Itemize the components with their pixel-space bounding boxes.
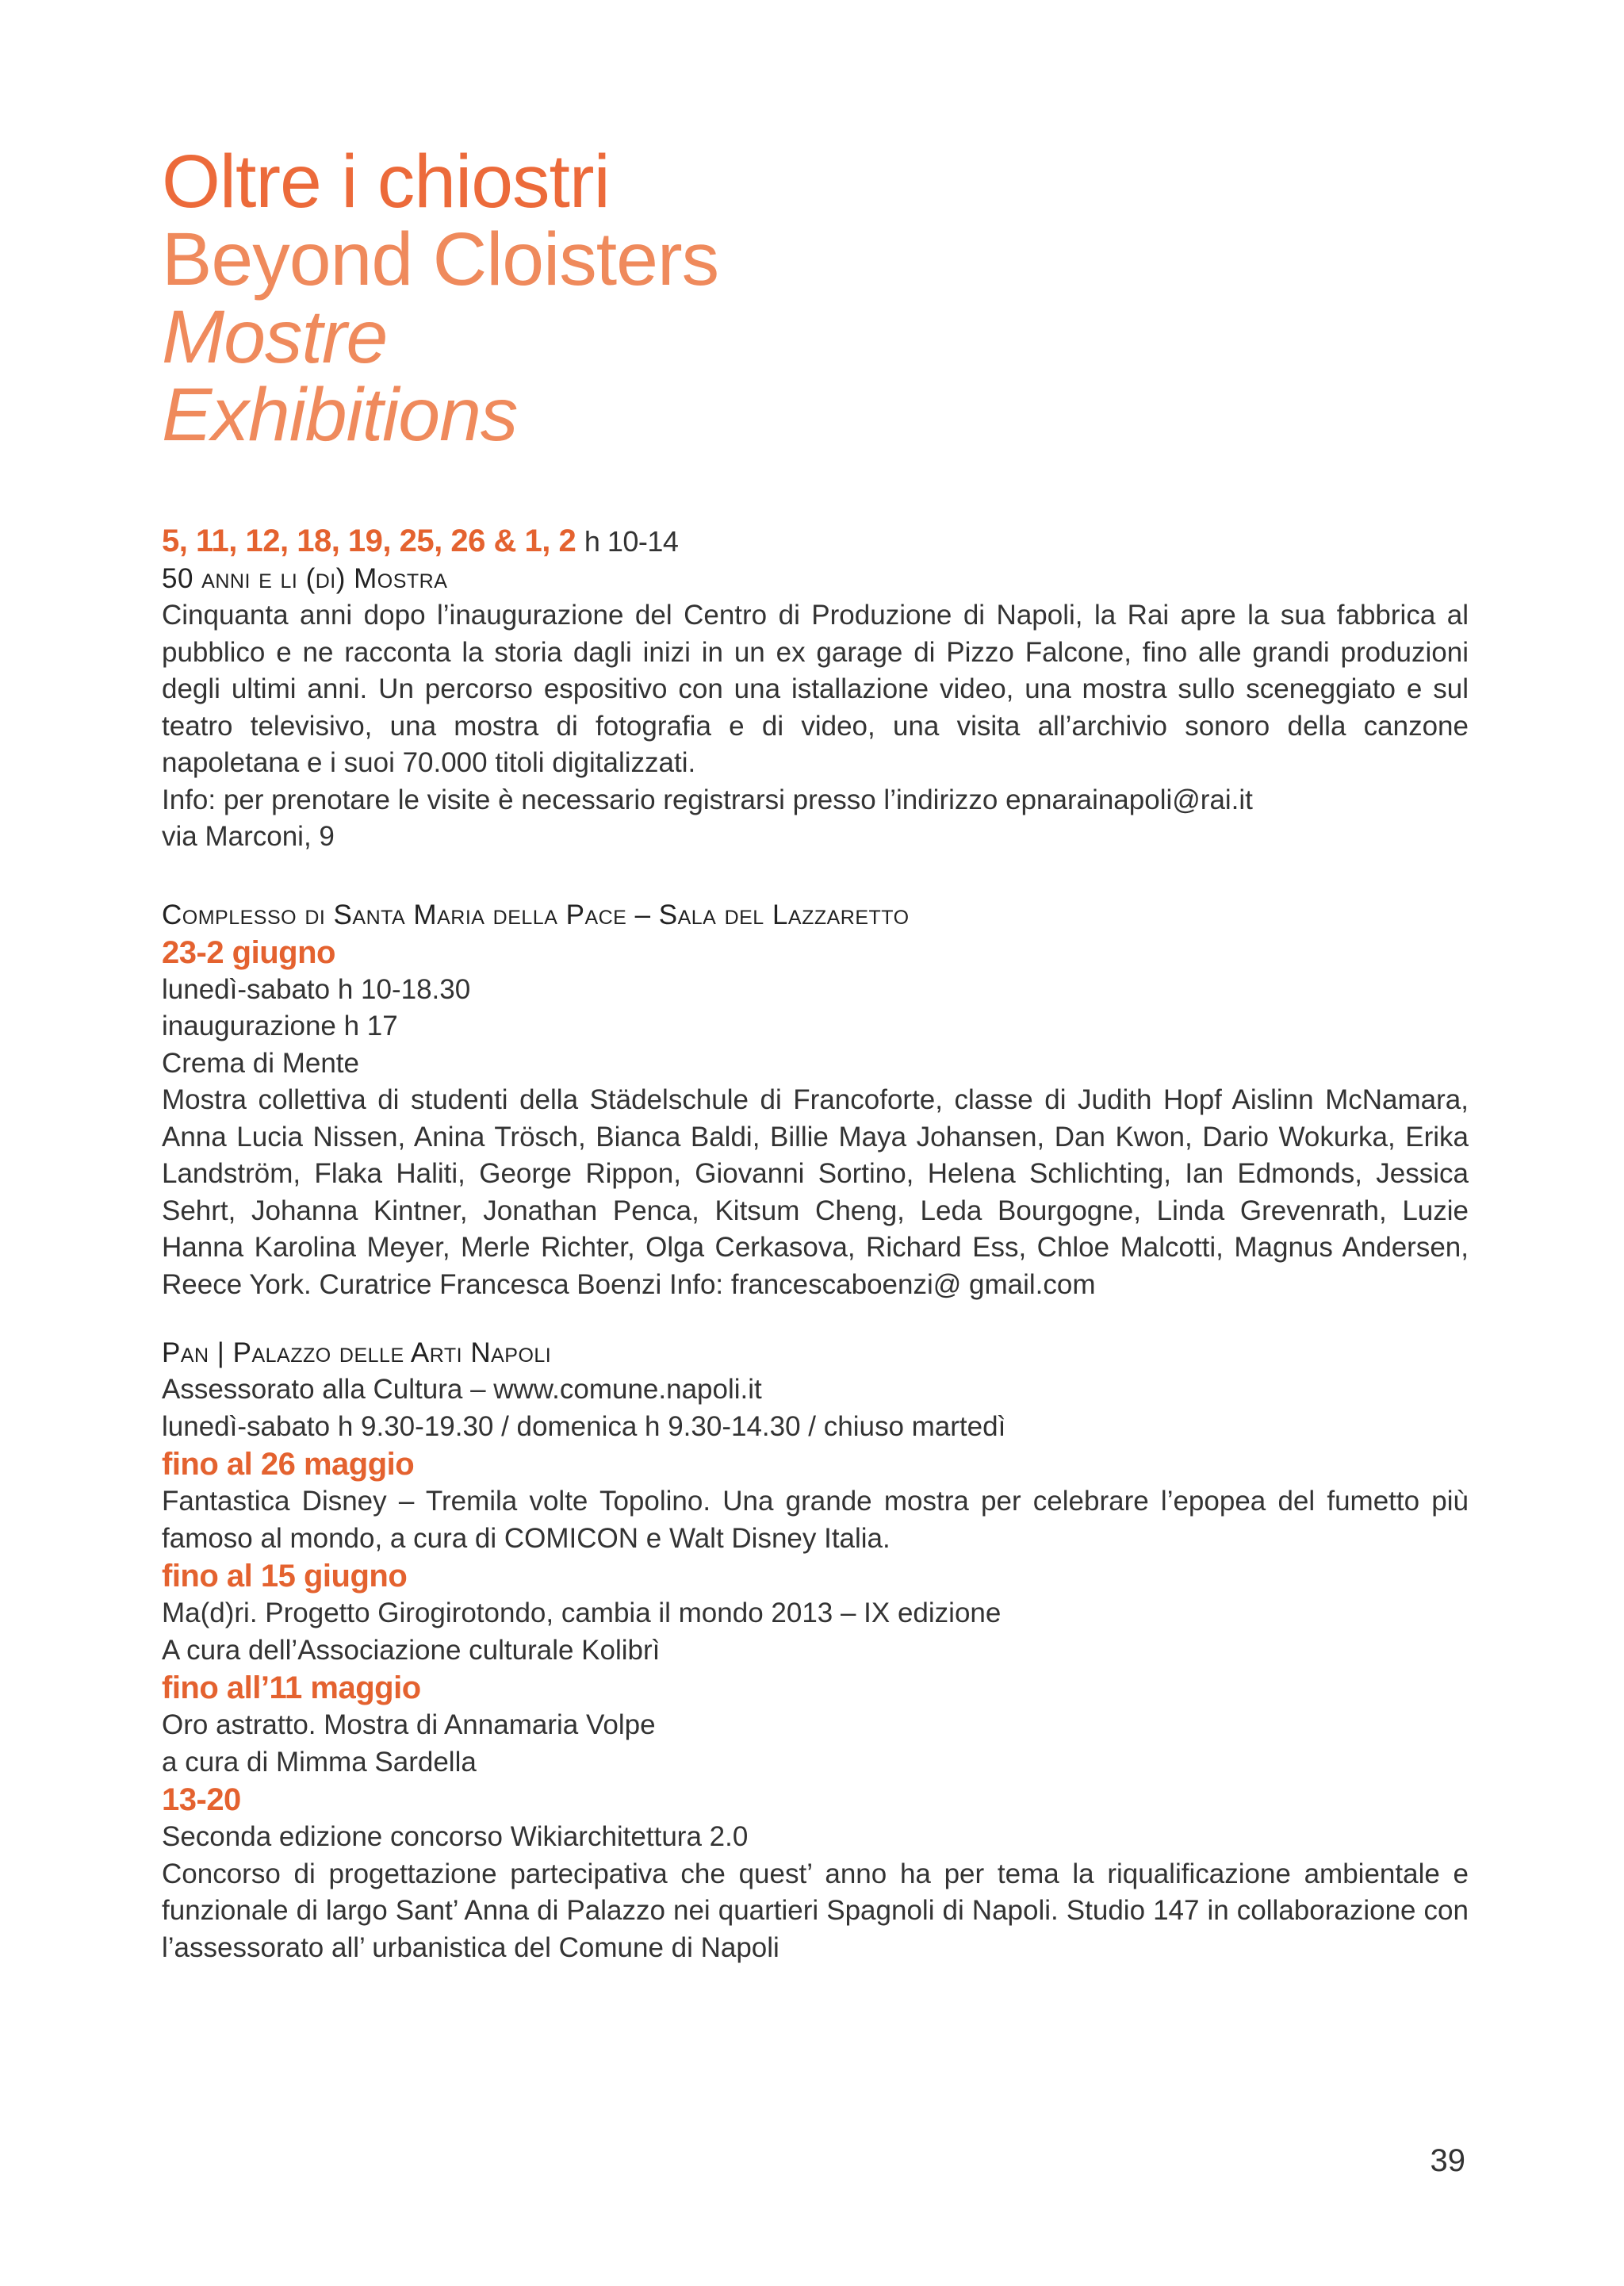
item-line: Oro astratto. Mostra di Annamaria Volpe: [162, 1709, 656, 1740]
item-line: Ma(d)ri. Progetto Girogirotondo, cambia il mondo 2013 – IX edizione: [162, 1598, 1002, 1628]
item-date: 13-20: [162, 1782, 241, 1817]
item-date: fino all’11 maggio: [162, 1670, 421, 1705]
venue-pan: [162, 1335, 1469, 1966]
item-line: Seconda edizione concorso Wikiarchitettura 2.0: [162, 1821, 749, 1852]
item-line: a cura di Mimma Sardella: [162, 1746, 477, 1778]
venue-date: 23-2 giugno: [162, 934, 335, 970]
venue-name: Complesso di Santa Maria della Pace – Sala del Lazzaretto: [162, 899, 910, 930]
page-number: 39: [1430, 2143, 1465, 2178]
venue-organizer: Assessorato alla Cultura – www.comune.napoli.it: [162, 1374, 762, 1405]
title-line-2: Beyond Cloisters: [162, 217, 719, 301]
event-name: 50 anni e li (di) Mostra: [162, 563, 448, 594]
venue-name: Pan | Palazzo delle Arti Napoli: [162, 1337, 552, 1368]
item-date: fino al 15 giugno: [162, 1559, 408, 1594]
item-line: A cura dell’Associazione culturale Kolibrì: [162, 1634, 661, 1666]
title-line-4: Exhibitions: [162, 373, 518, 457]
event-date-text: 5, 11, 12, 18, 19, 25, 26 & 1, 2: [162, 524, 576, 558]
event-rai-exhibition: [162, 522, 1469, 856]
venue-santa-maria-pace: [162, 897, 1469, 1304]
event-hour: h 10-14: [584, 525, 679, 558]
item-line: Fantastica Disney – Tremila volte Topolino. Una grande mostra per celebrare l’epopea del fumetto più famoso al mondo, a cura di COMICON e Walt Disney Italia.: [162, 1486, 1469, 1554]
title-line-3: Mostre: [162, 295, 388, 379]
exhibition-description: Mostra collettiva di studenti della Städelschule di Francoforte, classe di Judith Hopf Aislinn McNamara, Anna Lucia Nissen, Anina Trösch, Bianca Baldi, Billie Maya Johansen, Dan Kwon, Dario Wokurka, Erika Landström, Flaka Haliti, George Rippon, Giovanni Sortino, Helena Schlichting, Ian Edmonds, Jessica Sehrt, Johanna Kintner, Jonathan Penca, Kitsum Cheng, Leda Bourgogne, Linda Grevenrath, Luzie Hanna Karolina Meyer, Merle Richter, Olga Cerkasova, Richard Ess, Chloe Malcotti, Magnus Andersen, Reece York. Curatrice Francesca Boenzi Info: francescaboenzi@ gmail.com: [162, 1084, 1469, 1300]
event-info: Info: per prenotare le visite è necessario registrarsi presso l’indirizzo epnarainapoli@rai.it: [162, 784, 1253, 815]
page-title: [162, 140, 1469, 457]
event-description: Cinquanta anni dopo l’inaugurazione del Centro di Produzione di Napoli, la Rai apre la sua fabbrica al pubblico e ne racconta la storia dagli inizi in un ex garage di Pizzo Falcone, fino alle grandi produzioni degli ultimi anni. Un percorso espositivo con una istallazione video, una mostra sullo sceneggiato e sul teatro televisivo, una mostra di fotografia e di video, una visita all’archivio sonoro della canzone napoletana e i suoi 70.000 titoli digitalizzati.: [162, 600, 1469, 778]
exhibition-title: Crema di Mente: [162, 1047, 359, 1079]
venue-hours: lunedì-sabato h 10-18.30: [162, 973, 471, 1005]
item-date: fino al 26 maggio: [162, 1447, 415, 1482]
title-line-1: Oltre i chiostri: [162, 140, 610, 224]
page-content: [162, 140, 1469, 1966]
venue-hours: lunedì-sabato h 9.30-19.30 / domenica h 9.30-14.30 / chiuso martedì: [162, 1410, 1006, 1442]
item-line: Concorso di progettazione partecipativa che quest’ anno ha per tema la riqualificazione ambientale e funzionale di largo Sant’ Anna di Palazzo nei quartieri Spagnoli di Napoli. Studio 147 in collaborazione con l’assessorato all’ urbanistica del Comune di Napoli: [162, 1858, 1469, 1963]
event-date: [162, 522, 1469, 561]
event-address: via Marconi, 9: [162, 821, 335, 852]
venue-opening: inaugurazione h 17: [162, 1011, 398, 1041]
